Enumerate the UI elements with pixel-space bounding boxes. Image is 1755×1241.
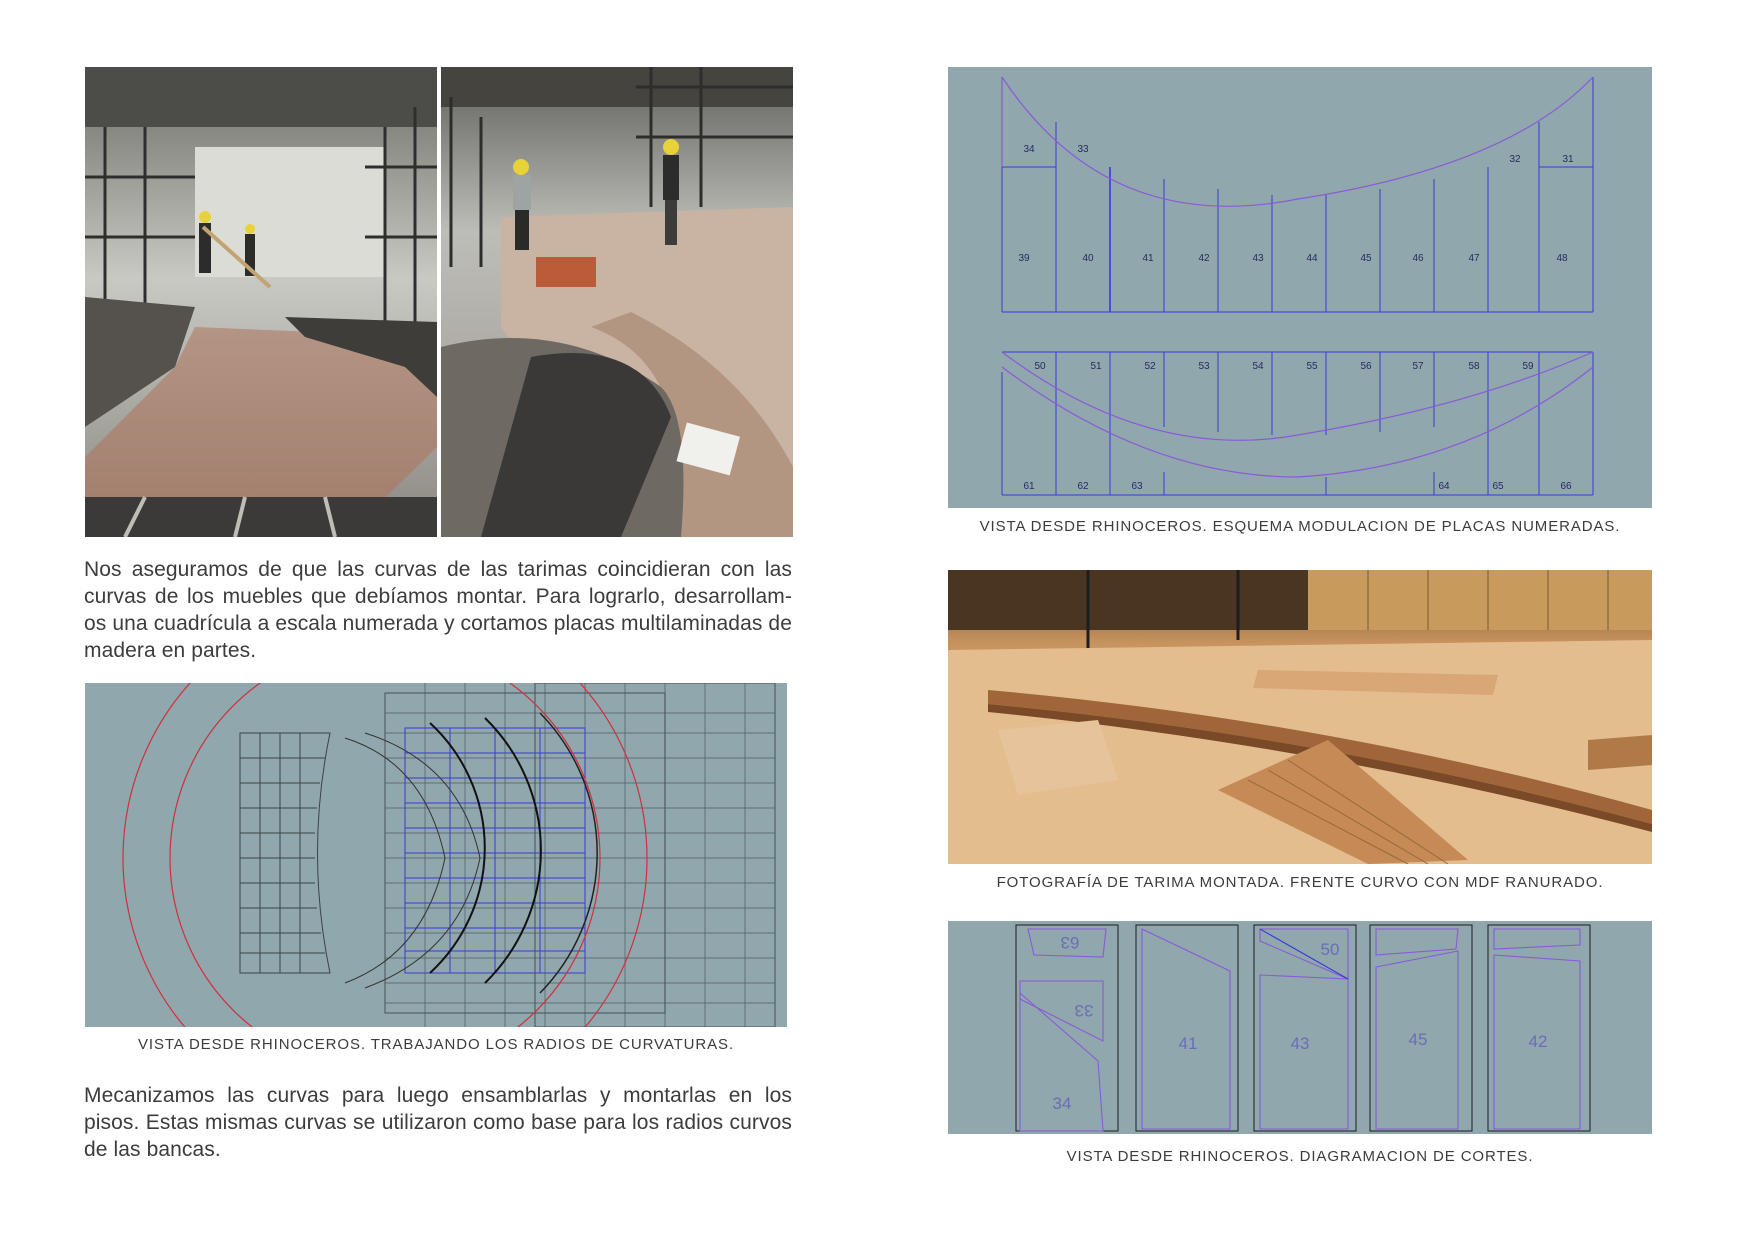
module-label: 54	[1252, 361, 1264, 372]
caption-radios: VISTA DESDE RHINOCEROS. TRABAJANDO LOS RADIOS DE CURVATURAS.	[137, 1036, 735, 1053]
caption-tarima: FOTOGRAFÍA DE TARIMA MONTADA. FRENTE CURVO CON MDF RANURADO.	[996, 874, 1604, 891]
caption-modulacion: VISTA DESDE RHINOCEROS. ESQUEMA MODULACION DE PLACAS NUMERADAS.	[979, 518, 1621, 535]
module-label: 47	[1468, 253, 1480, 264]
module-label: 59	[1522, 361, 1534, 372]
cut-label-43: 43	[1290, 1034, 1310, 1053]
cut-label-42: 42	[1528, 1032, 1548, 1051]
module-label: 62	[1077, 481, 1089, 492]
module-label: 31	[1562, 154, 1574, 165]
module-label: 56	[1360, 361, 1372, 372]
caption-cortes: VISTA DESDE RHINOCEROS. DIAGRAMACION DE CORTES.	[1066, 1148, 1534, 1165]
module-label: 64	[1438, 481, 1450, 492]
module-label: 52	[1144, 361, 1156, 372]
module-label: 57	[1412, 361, 1424, 372]
module-label: 51	[1090, 361, 1102, 372]
cut-label-50: 50	[1320, 940, 1340, 959]
photo-construction-right	[441, 67, 793, 537]
module-label: 53	[1198, 361, 1210, 372]
module-label: 58	[1468, 361, 1480, 372]
cut-label-63: 63	[1060, 933, 1080, 952]
cut-label-45: 45	[1408, 1030, 1428, 1049]
cut-label-34: 34	[1052, 1094, 1072, 1113]
rhino-cuts-diagram	[948, 921, 1652, 1134]
module-label: 32	[1509, 154, 1521, 165]
module-label: 34	[1023, 144, 1035, 155]
rhino-radii-diagram	[85, 683, 787, 1027]
module-label: 45	[1360, 253, 1372, 264]
module-label: 33	[1077, 144, 1089, 155]
module-label: 61	[1023, 481, 1035, 492]
module-label: 63	[1131, 481, 1143, 492]
module-label: 46	[1412, 253, 1424, 264]
module-label: 43	[1252, 253, 1264, 264]
cut-label-33: 33	[1074, 1001, 1094, 1020]
module-label: 44	[1306, 253, 1318, 264]
intro-paragraph: Nos aseguramos de que las curvas de las tarimas coincidieran con las curvas de los muebles que debíamos montar. Para lograrlo, desarrollam- os una cuadrícula a escala numerada y cortamos placas multilaminadas de madera en partes.	[84, 558, 792, 662]
machining-paragraph: Mecanizamos las curvas para luego ensamblarlas y montarlas en los pisos. Estas mismas curvas se utilizaron como base para los radios curvos de las bancas.	[84, 1084, 792, 1161]
photo-tarima-montada	[948, 570, 1652, 864]
module-label: 50	[1034, 361, 1046, 372]
module-label: 65	[1492, 481, 1504, 492]
module-label: 42	[1198, 253, 1210, 264]
cut-label-41: 41	[1178, 1034, 1198, 1053]
module-label: 55	[1306, 361, 1318, 372]
rhino-modulation-diagram	[948, 67, 1652, 508]
module-label: 41	[1142, 253, 1154, 264]
module-label: 66	[1560, 481, 1572, 492]
module-label: 40	[1082, 253, 1094, 264]
module-label: 48	[1556, 253, 1568, 264]
module-label: 39	[1018, 253, 1030, 264]
photo-construction-left	[85, 67, 437, 537]
